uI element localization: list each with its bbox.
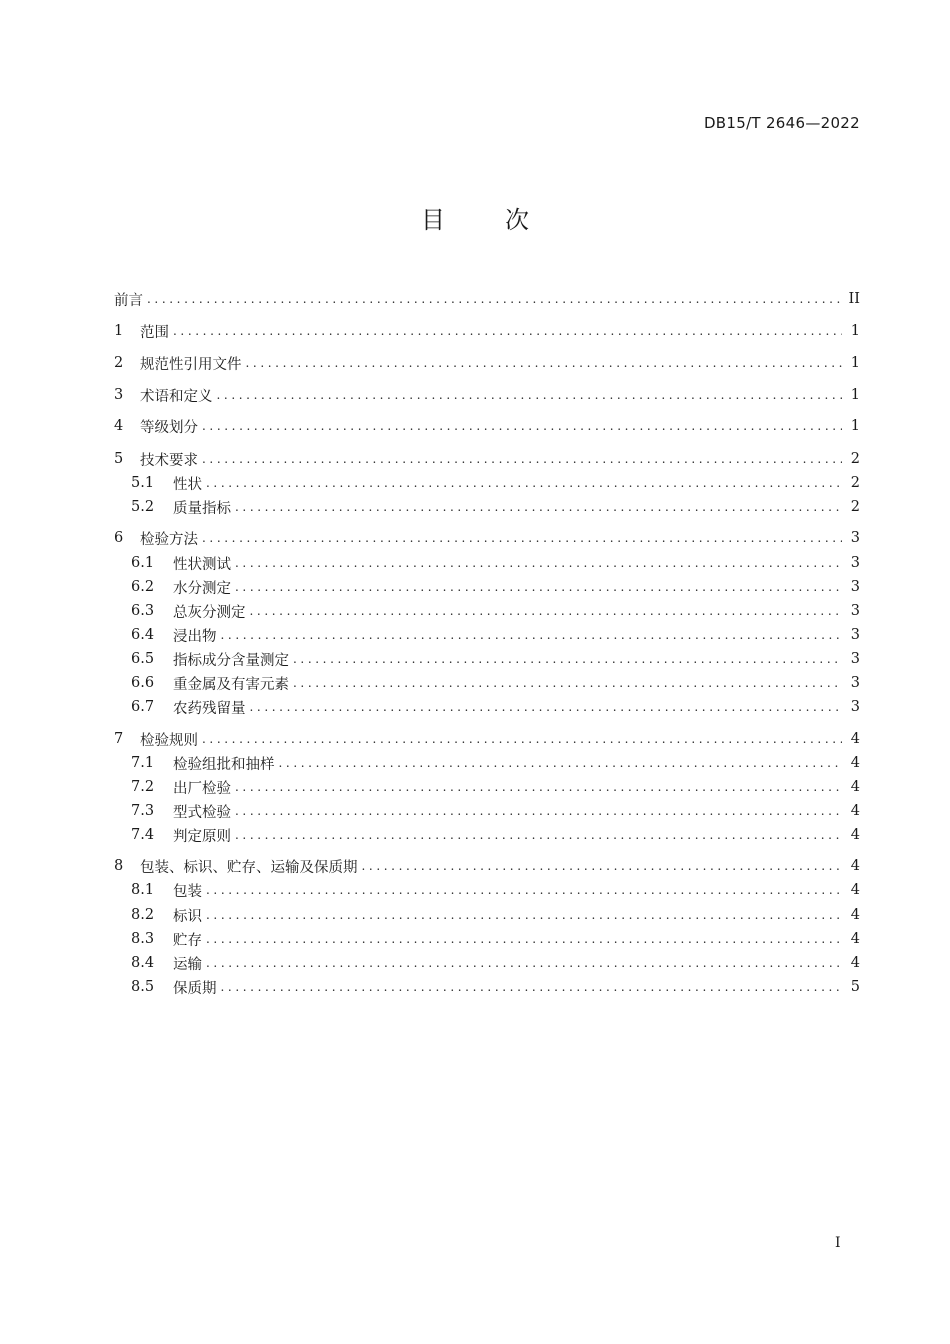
toc-entry-number: 6.6 [131, 675, 155, 691]
toc-entry-page: 3 [850, 699, 860, 715]
toc-entry-1[interactable] [114, 321, 860, 341]
toc-entry-7-2[interactable] [131, 777, 860, 797]
toc-entry-page: 1 [850, 387, 860, 403]
toc-entry-number: 7.1 [131, 755, 155, 771]
toc-entry-page: 3 [850, 651, 860, 667]
toc-entry-page: 2 [850, 475, 860, 491]
toc-entry-page: 3 [850, 603, 860, 619]
toc-entry-page: II [848, 291, 860, 307]
toc-entry-label: 技术要求 [140, 452, 198, 469]
toc-entry-5[interactable] [114, 449, 860, 469]
toc-leader-dots [202, 452, 842, 466]
toc-entry-page: 4 [850, 907, 860, 923]
toc-entry-label: 判定原则 [173, 828, 231, 845]
toc-entry-number: 6.2 [131, 579, 155, 595]
toc-leader-dots [246, 356, 843, 370]
table-of-contents [114, 0, 860, 1000]
toc-entry-4[interactable] [114, 416, 860, 436]
toc-entry-label: 指标成分含量测定 [173, 652, 289, 669]
toc-entry-label: 检验方法 [140, 531, 198, 548]
toc-entry-page: 1 [850, 355, 860, 371]
toc-entry-label: 等级划分 [140, 419, 198, 436]
toc-leader-dots [206, 883, 842, 897]
toc-entry-label: 出厂检验 [173, 780, 231, 797]
toc-entry-page: 1 [850, 323, 860, 339]
toc-entry-page: 3 [850, 530, 860, 546]
toc-leader-dots [217, 388, 843, 402]
toc-entry-number: 8.5 [131, 979, 155, 995]
toc-entry-8-1[interactable] [131, 880, 860, 900]
toc-entry-7[interactable] [114, 729, 860, 749]
toc-leader-dots [235, 500, 842, 514]
toc-leader-dots [221, 628, 843, 642]
toc-entry-label: 性状 [173, 476, 202, 493]
page-title: 目次 [421, 206, 589, 234]
toc-entry-number: 6.4 [131, 627, 155, 643]
toc-entry-number: 8 [114, 858, 124, 874]
toc-entry-page: 4 [850, 779, 860, 795]
toc-leader-dots [362, 859, 843, 873]
toc-leader-dots [206, 476, 842, 490]
toc-entry-number: 7.2 [131, 779, 155, 795]
toc-entry-3[interactable] [114, 385, 860, 405]
toc-entry-number: 5 [114, 451, 124, 467]
toc-leader-dots [235, 780, 842, 794]
toc-entry-6-6[interactable] [131, 673, 860, 693]
toc-leader-dots [235, 828, 842, 842]
toc-leader-dots [250, 700, 843, 714]
toc-entry-6-1[interactable] [131, 553, 860, 573]
toc-entry-label: 保质期 [173, 980, 217, 997]
toc-entry-label: 规范性引用文件 [140, 356, 242, 373]
toc-entry-number: 2 [114, 355, 124, 371]
toc-entry-label: 范围 [140, 324, 169, 341]
toc-entry-page: 3 [850, 675, 860, 691]
toc-entry-label: 贮存 [173, 932, 202, 949]
toc-entry-6-2[interactable] [131, 577, 860, 597]
toc-entry-number: 8.4 [131, 955, 155, 971]
toc-entry-label: 总灰分测定 [173, 604, 246, 621]
toc-entry-page: 5 [850, 979, 860, 995]
toc-entry-label: 农药残留量 [173, 700, 246, 717]
toc-entry-label: 包装 [173, 883, 202, 900]
toc-leader-dots [202, 732, 842, 746]
toc-entry-number: 8.1 [131, 882, 155, 898]
toc-entry-label: 标识 [173, 908, 202, 925]
toc-entry-page: 2 [850, 451, 860, 467]
toc-leader-dots [206, 932, 842, 946]
toc-entry-label: 重金属及有害元素 [173, 676, 289, 693]
toc-leader-dots [173, 324, 842, 338]
toc-entry-6-5[interactable] [131, 649, 860, 669]
toc-leader-dots [206, 956, 842, 970]
toc-entry-number: 5.1 [131, 475, 155, 491]
toc-entry-page: 4 [850, 858, 860, 874]
toc-entry-5-2[interactable] [131, 497, 860, 517]
toc-entry-preface[interactable] [114, 289, 860, 309]
toc-entry-label: 质量指标 [173, 500, 231, 517]
toc-entry-6-4[interactable] [131, 625, 860, 645]
toc-entry-number: 6.5 [131, 651, 155, 667]
toc-entry-label: 性状测试 [173, 556, 231, 573]
toc-leader-dots [293, 652, 842, 666]
toc-entry-7-3[interactable] [131, 801, 860, 821]
toc-entry-page: 3 [850, 579, 860, 595]
toc-entry-page: 4 [850, 827, 860, 843]
document-code: DB15/T 2646—2022 [703, 114, 860, 132]
toc-entry-page: 4 [850, 731, 860, 747]
toc-entry-number: 3 [114, 387, 124, 403]
toc-entry-8-3[interactable] [131, 929, 860, 949]
toc-entry-label: 检验规则 [140, 732, 198, 749]
toc-entry-8-5[interactable] [131, 977, 860, 997]
toc-entry-page: 4 [850, 755, 860, 771]
toc-entry-number: 7.4 [131, 827, 155, 843]
toc-entry-number: 8.3 [131, 931, 155, 947]
toc-entry-page: 1 [850, 418, 860, 434]
toc-leader-dots [235, 804, 842, 818]
toc-entry-label: 术语和定义 [140, 388, 213, 405]
toc-entry-number: 6.3 [131, 603, 155, 619]
toc-entry-page: 3 [850, 627, 860, 643]
toc-leader-dots [235, 580, 842, 594]
toc-entry-2[interactable] [114, 353, 860, 373]
toc-leader-dots [206, 908, 842, 922]
toc-leader-dots [147, 292, 842, 306]
toc-entry-number: 5.2 [131, 499, 155, 515]
toc-entry-label: 型式检验 [173, 804, 231, 821]
toc-entry-number: 7.3 [131, 803, 155, 819]
toc-leader-dots [250, 604, 843, 618]
toc-entry-6-7[interactable] [131, 697, 860, 717]
toc-leader-dots [279, 756, 843, 770]
toc-entry-page: 2 [850, 499, 860, 515]
toc-entry-8[interactable] [114, 856, 860, 876]
toc-entry-7-1[interactable] [131, 753, 860, 773]
toc-entry-page: 4 [850, 955, 860, 971]
toc-entry-5-1[interactable] [131, 473, 860, 493]
toc-entry-number: 8.2 [131, 907, 155, 923]
toc-entry-8-4[interactable] [131, 953, 860, 973]
toc-leader-dots [202, 419, 842, 433]
page-number: I [835, 1235, 841, 1251]
toc-entry-number: 4 [114, 418, 124, 434]
toc-entry-number: 6 [114, 530, 124, 546]
toc-entry-page: 4 [850, 803, 860, 819]
toc-entry-label: 水分测定 [173, 580, 231, 597]
toc-entry-page: 4 [850, 931, 860, 947]
toc-entry-label: 运输 [173, 956, 202, 973]
toc-entry-number: 7 [114, 731, 124, 747]
toc-entry-7-4[interactable] [131, 825, 860, 845]
toc-entry-number: 6.7 [131, 699, 155, 715]
toc-entry-number: 6.1 [131, 555, 155, 571]
toc-leader-dots [202, 531, 842, 545]
toc-entry-label: 浸出物 [173, 628, 217, 645]
toc-entry-page: 4 [850, 882, 860, 898]
toc-entry-label: 前言 [114, 292, 143, 309]
toc-leader-dots [235, 556, 842, 570]
toc-entry-8-2[interactable] [131, 905, 860, 925]
toc-entry-label: 包装、标识、贮存、运输及保质期 [140, 859, 358, 876]
toc-leader-dots [293, 676, 842, 690]
toc-entry-number: 1 [114, 323, 124, 339]
toc-entry-6[interactable] [114, 528, 860, 548]
toc-entry-page: 3 [850, 555, 860, 571]
toc-entry-6-3[interactable] [131, 601, 860, 621]
toc-entry-label: 检验组批和抽样 [173, 756, 275, 773]
toc-leader-dots [221, 980, 843, 994]
